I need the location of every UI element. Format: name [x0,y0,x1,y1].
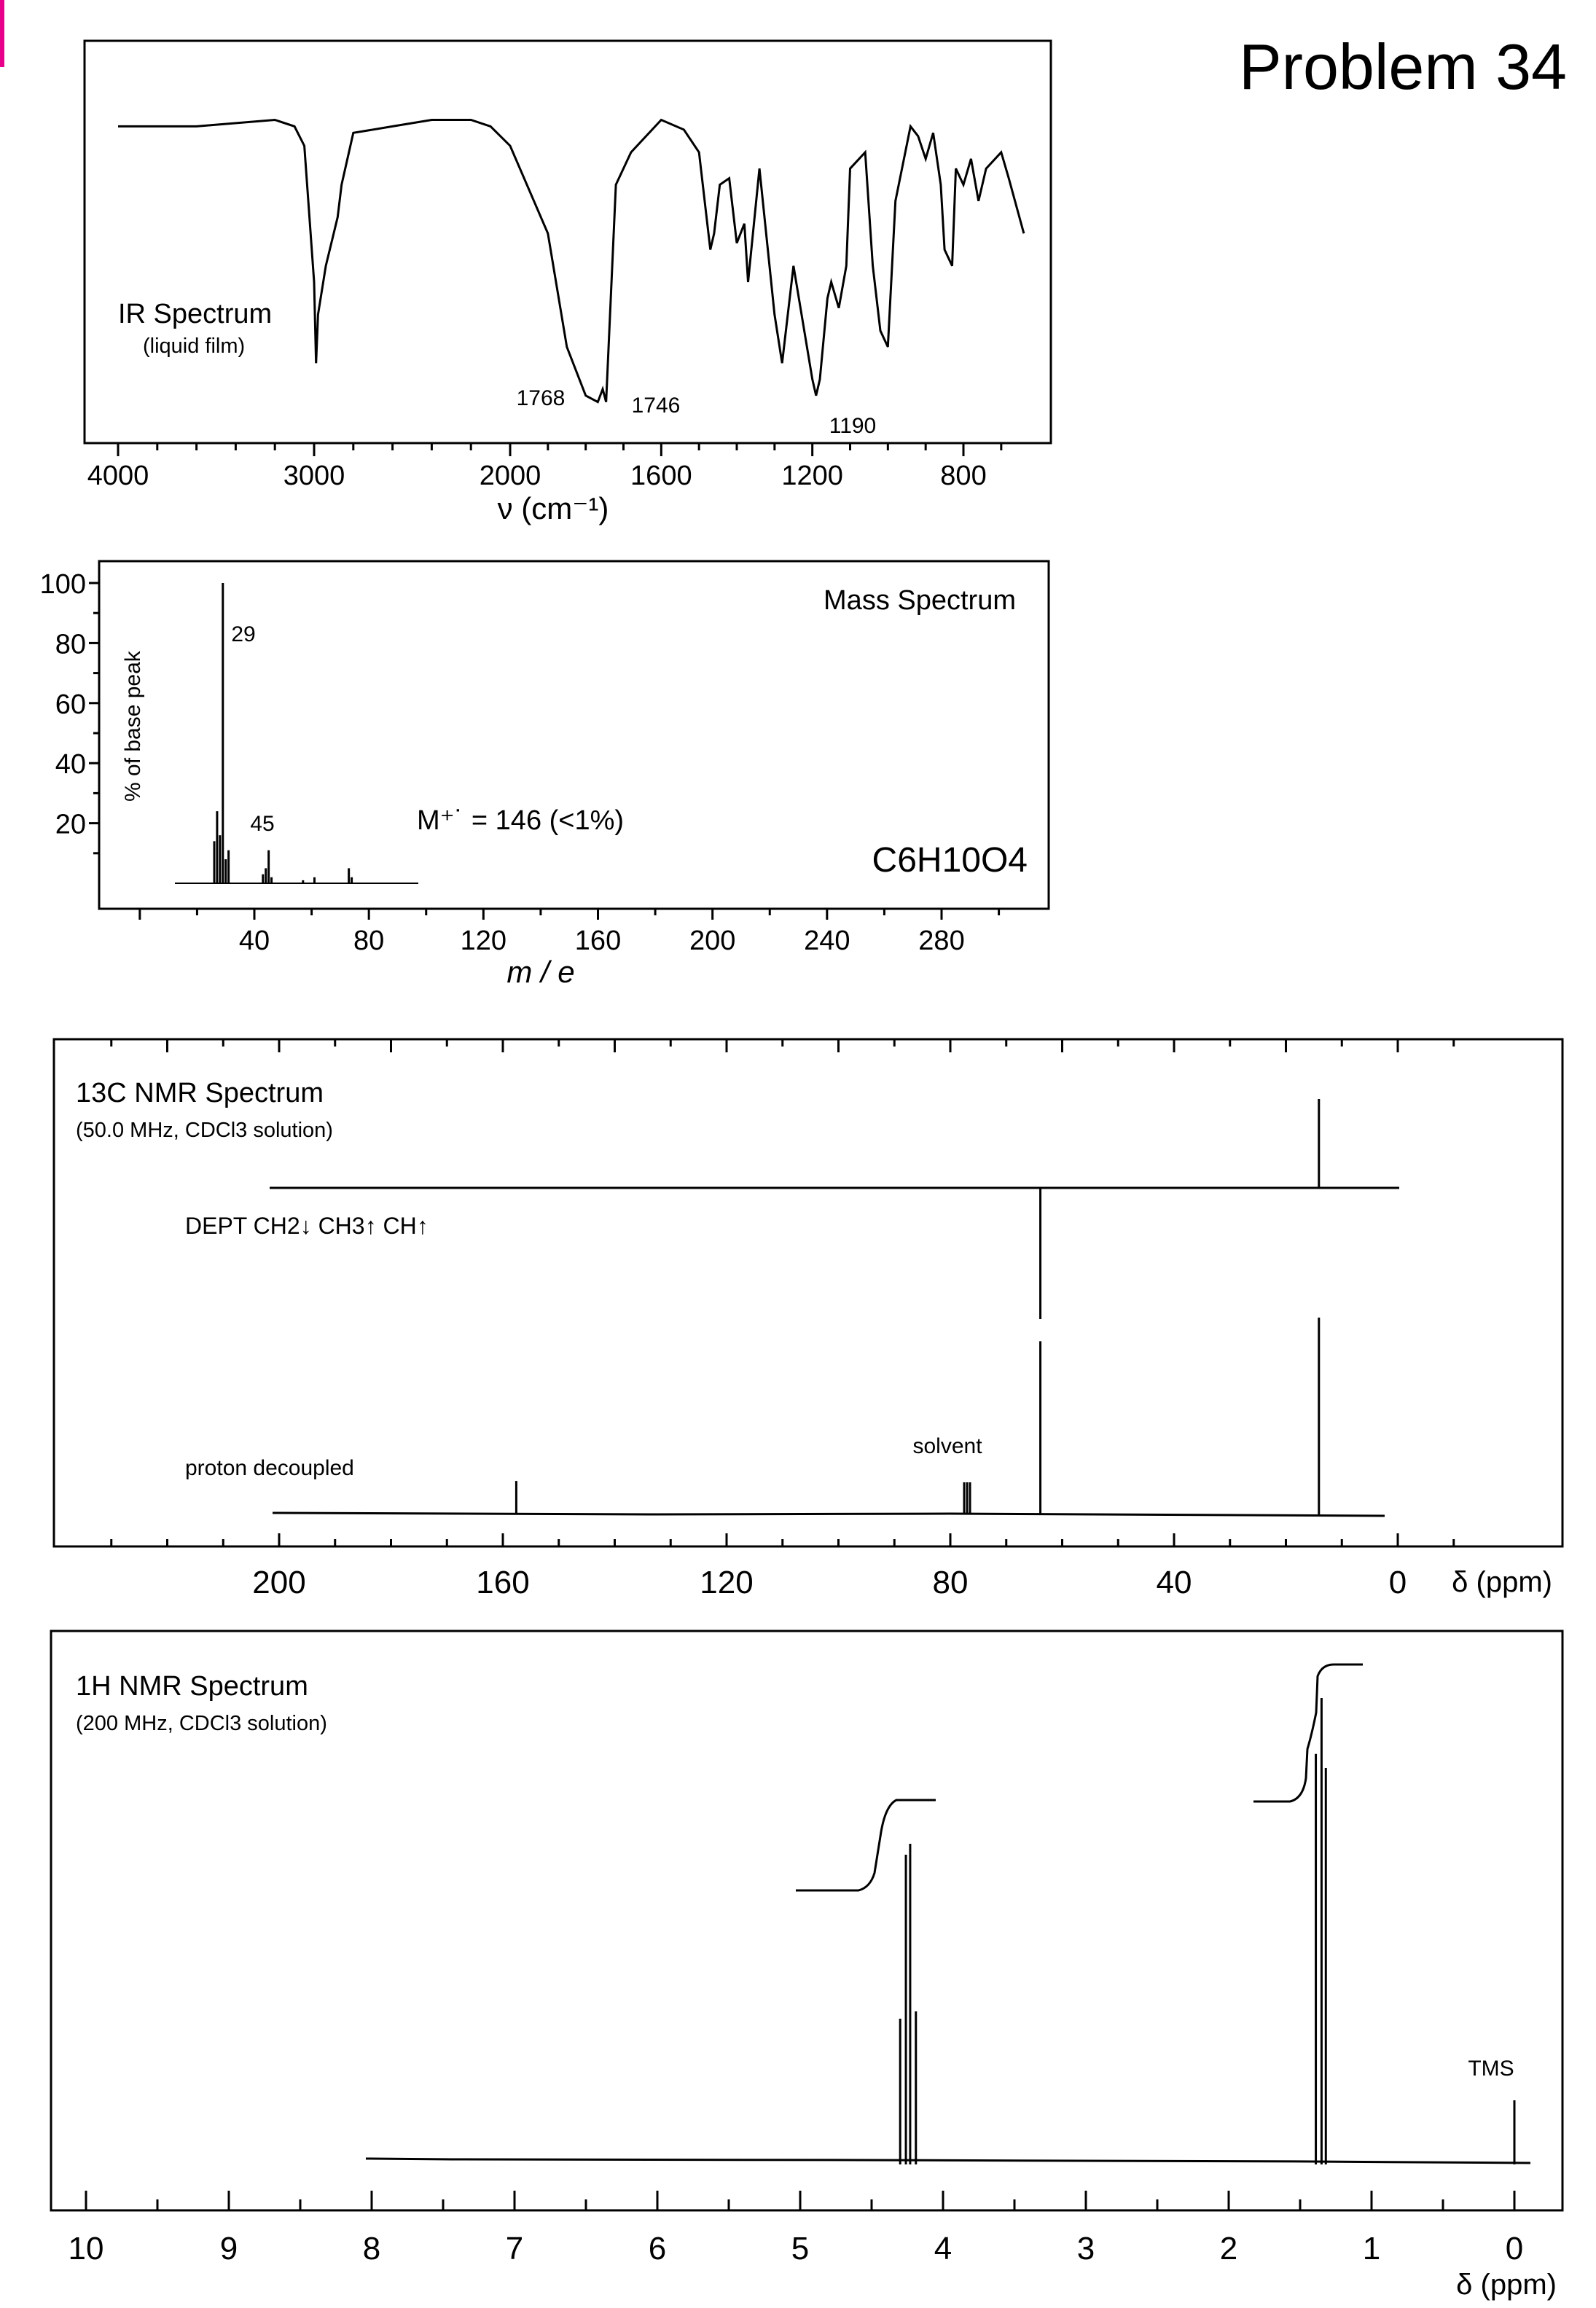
c13-xlabel: δ (ppm) [1452,1566,1552,1598]
h1-baseline [366,2159,1530,2163]
page-title: Problem 34 [1238,31,1567,103]
mass-x-tick-label: 280 [918,926,965,956]
ir-tick-label: 2000 [479,461,541,491]
h1-xlabel: δ (ppm) [1456,2269,1557,2301]
ir-tick-label: 1600 [630,461,692,491]
mass-y-tick-label: 40 [55,749,86,781]
c13-tick-label: 200 [252,1565,306,1600]
h1-tick-label: 9 [219,2231,238,2266]
mass-y-tick-label: 20 [55,809,86,840]
h1-tick-label: 6 [648,2231,667,2266]
mass-y-tick-label: 60 [55,689,86,720]
h1-tick-label: 8 [362,2231,381,2266]
c13-tick-label: 120 [700,1565,754,1600]
h1-tick-label: 10 [68,2231,104,2266]
mass-x-tick-label: 200 [689,926,736,956]
ir-subtitle: (liquid film) [143,335,246,358]
c13-dept-label: DEPT CH2↓ CH3↑ CH↑ [185,1213,429,1239]
c13-tick-label: 80 [932,1565,969,1600]
h1-tick-label: 3 [1076,2231,1095,2266]
c13-tick-label: 0 [1388,1565,1407,1600]
mass-title: Mass Spectrum [824,585,1016,616]
ir-title: IR Spectrum [118,299,273,329]
mass-peak-label-45: 45 [250,812,275,836]
h1-integral-triplet [1253,1665,1363,1802]
c13-solvent-label: solvent [912,1434,982,1458]
ir-xlabel: ν (cm⁻¹) [497,491,609,525]
h1-tick-label: 4 [934,2231,952,2266]
h1-tick-label: 5 [791,2231,810,2266]
mass-molecular-ion: M⁺˙ = 146 (<1%) [417,805,625,836]
ir-tick-label: 1200 [781,461,843,491]
ir-tick-label: 4000 [87,461,149,491]
ir-peak-label: 1768 [516,386,566,410]
c13-tick-label: 40 [1156,1565,1192,1600]
h1-tick-label: 1 [1362,2231,1381,2266]
mass-x-tick-label: 160 [574,926,622,956]
mass-formula: C6H10O4 [872,841,1028,880]
h1-tick-label: 7 [505,2231,524,2266]
ir-tick-label: 3000 [283,461,345,491]
c13-title: 13C NMR Spectrum [76,1078,324,1108]
c13-decoupled-baseline [273,1513,1385,1516]
mass-x-tick-label: 120 [460,926,507,956]
h1-tms-label: TMS [1468,2057,1514,2081]
c13-decoupled-label: proton decoupled [185,1456,354,1480]
mass-ylabel: % of base peak [121,651,145,802]
mass-x-tick-label: 240 [804,926,850,956]
mass-x-tick-label: 40 [238,926,270,956]
mass-y-tick-label: 100 [39,569,86,600]
mass-xlabel: m / e [506,955,575,989]
c13-conditions: (50.0 MHz, CDCl3 solution) [76,1119,333,1142]
h1-conditions: (200 MHz, CDCl3 solution) [76,1712,327,1735]
h1-integral-quartet [796,1800,936,1890]
mass-peak-label-29: 29 [231,622,256,646]
h1-tick-label: 0 [1505,2231,1524,2266]
ir-peak-label: 1746 [631,394,681,418]
ir-tick-label: 800 [940,461,987,491]
ir-spectrum-trace [118,120,1024,402]
mass-y-tick-label: 80 [55,629,86,660]
h1-tick-label: 2 [1219,2231,1238,2266]
c13-tick-label: 160 [476,1565,530,1600]
ir-peak-label: 1190 [829,414,877,438]
h1-title: 1H NMR Spectrum [76,1671,308,1702]
ir-frame [85,41,1051,443]
mass-x-tick-label: 80 [353,926,385,956]
